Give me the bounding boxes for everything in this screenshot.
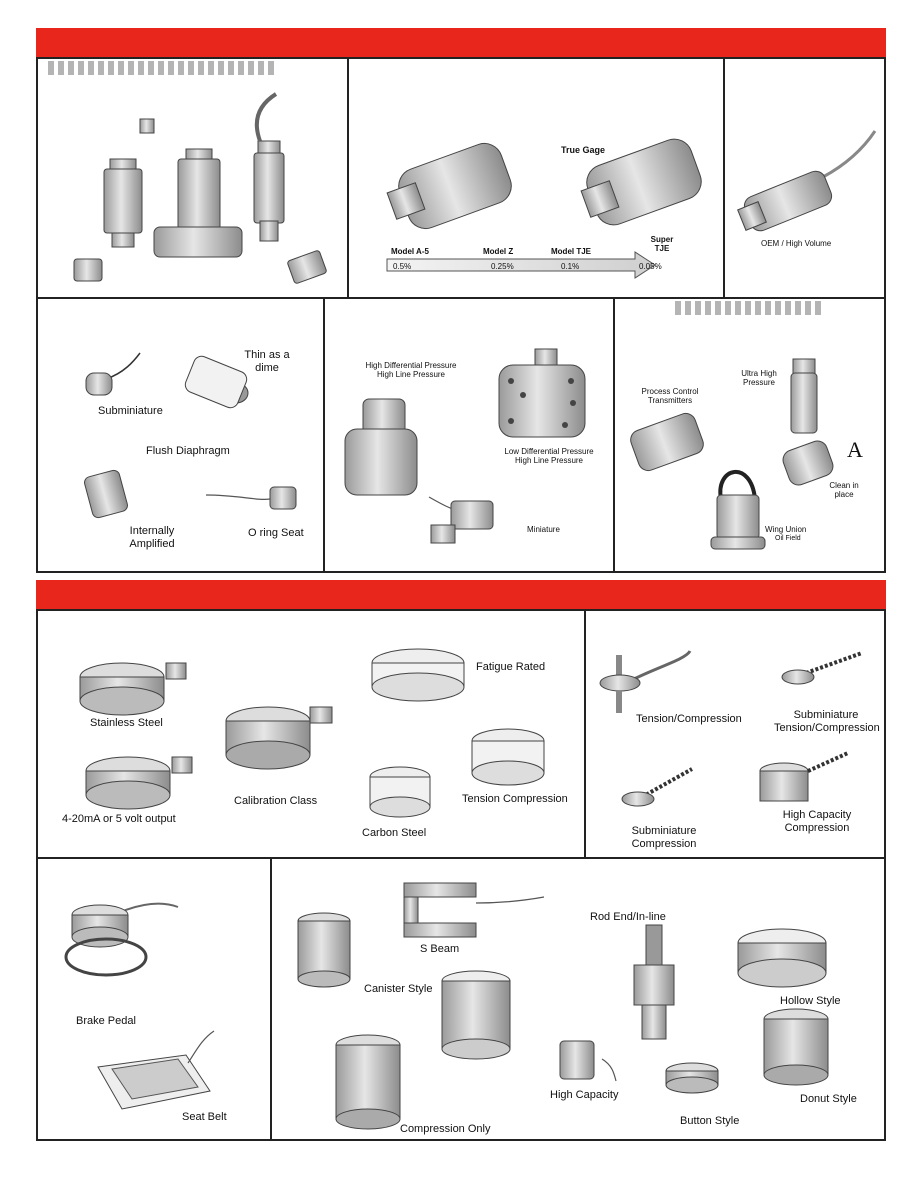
- hollow-style-label: Hollow Style: [780, 995, 841, 1007]
- wing-union-label: Wing Union: [765, 525, 807, 534]
- accuracy-value-a5: 0.5%: [393, 262, 412, 271]
- s-beam-label: S Beam: [420, 943, 460, 955]
- panel-special-applications: [613, 297, 886, 573]
- canister-style-label: Canister Style: [364, 983, 433, 995]
- oil-field-label: Oil Field: [775, 535, 801, 542]
- flush-diaphragm-label: Flush Diaphragm: [146, 445, 230, 457]
- accuracy-value-super-tje: 0.05%: [639, 262, 662, 271]
- panel-load-cells: [36, 609, 586, 859]
- fatigue-rated-label: Fatigue Rated: [476, 661, 546, 673]
- panel-subminiature: [36, 297, 325, 573]
- model-tje-label: Model TJE: [551, 247, 592, 256]
- rod-end-label: Rod End/In-line: [590, 911, 666, 923]
- panel-load-cell-styles: [270, 857, 886, 1141]
- output-label: 4-20mA or 5 volt output: [62, 813, 176, 825]
- model-a5-label: Model A-5: [391, 247, 429, 256]
- miniature-label: Miniature: [527, 525, 560, 534]
- seat-belt-label: Seat Belt: [182, 1111, 227, 1123]
- panel-automotive: [36, 857, 272, 1141]
- donut-style-label: Donut Style: [800, 1093, 857, 1105]
- accuracy-value-z: 0.25%: [491, 262, 514, 271]
- sub-compression-label: Subminiature Compression: [631, 825, 697, 850]
- oem-transducer-image: [725, 59, 888, 301]
- ultra-high-pressure-label: Ultra High Pressure: [741, 369, 777, 388]
- tension-compression-label: Tension Compression: [462, 793, 568, 805]
- stainless-steel-label: Stainless Steel: [90, 717, 163, 729]
- pressure-sensor-group-image: [38, 59, 351, 301]
- thin-as-a-dime-label: Thin as a dime: [244, 349, 290, 374]
- load-cell-header-bar: [36, 580, 886, 609]
- tension-compression-small-label: Tension/Compression: [636, 713, 742, 725]
- internally-amplified-label: Internally Amplified: [129, 525, 175, 550]
- o-ring-seat-label: O ring Seat: [248, 527, 304, 539]
- brake-pedal-label: Brake Pedal: [76, 1015, 136, 1027]
- panel-accuracy-scale: [347, 57, 725, 299]
- compression-only-label: Compression Only: [400, 1123, 491, 1135]
- panel-differential-pressure: [323, 297, 615, 573]
- pressure-header-bar: [36, 28, 886, 57]
- true-gage-label: True Gage: [561, 145, 606, 155]
- high-capacity-label: High Capacity: [550, 1089, 619, 1101]
- process-control-label: Process Control Transmitters: [641, 387, 699, 406]
- oem-label: OEM / High Volume: [761, 239, 832, 248]
- carbon-steel-label: Carbon Steel: [362, 827, 427, 839]
- accuracy-value-tje: 0.1%: [561, 262, 580, 271]
- panel-oem: [723, 57, 886, 299]
- panel-pressure-transducers: [36, 57, 349, 299]
- model-z-label: Model Z: [483, 247, 514, 256]
- subminiature-label: Subminiature: [98, 405, 163, 417]
- high-capacity-compression-label: High Capacity Compression: [782, 809, 852, 834]
- a-mark-logo: A: [847, 437, 863, 462]
- button-style-label: Button Style: [680, 1115, 740, 1127]
- panel-miniature-load-cells: [584, 609, 886, 859]
- differential-transducers-image: [325, 299, 617, 575]
- sub-tension-compression-label: Subminiature Tension/Compression: [774, 709, 880, 734]
- high-differential-label: High Differential Pressure High Line Pressure: [365, 361, 457, 380]
- model-super-tje-label: Super TJE: [650, 235, 674, 254]
- automotive-sensors-image: [38, 859, 274, 1143]
- clean-in-place-label: Clean in place: [829, 481, 859, 500]
- calibration-class-label: Calibration Class: [234, 795, 318, 807]
- low-differential-label: Low Differential Pressure High Line Pressure: [504, 447, 594, 466]
